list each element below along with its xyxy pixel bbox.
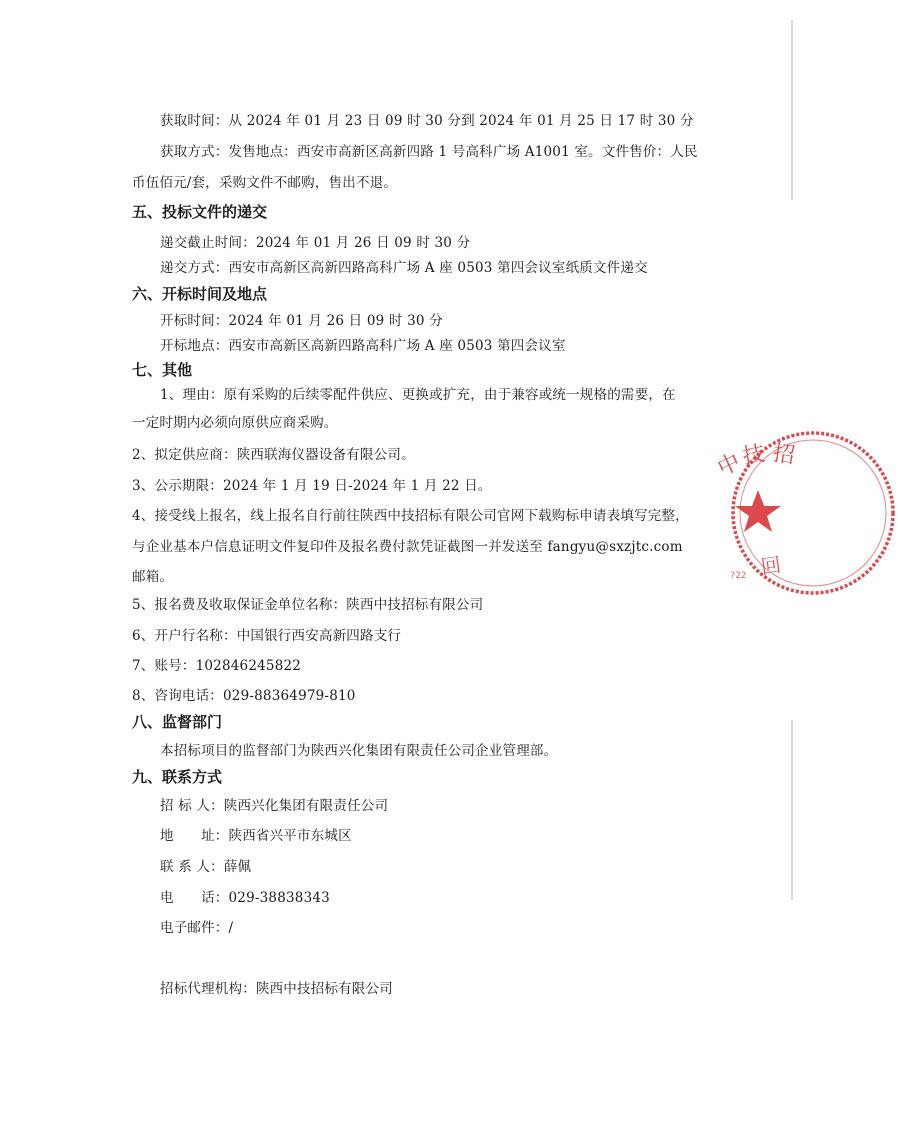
supervision-text: 本招标项目的监督部门为陕西兴化集团有限责任公司企业管理部。	[160, 743, 558, 759]
acquire-method-text-cont: 币伍佰元/套，采购文件不邮购，售出不退。	[132, 175, 398, 191]
seal-char: 招	[771, 441, 797, 470]
contact-phone: 电 话：029-38838343	[160, 890, 330, 906]
section-8-title: 八、监督部门	[132, 713, 223, 731]
submission-deadline-text: 递交截止时间：2024 年 01 月 26 日 09 时 30 分	[160, 235, 471, 251]
contact-person: 联 系 人：薛佩	[160, 859, 252, 875]
contact-email: 电子邮件：/	[160, 920, 234, 936]
opening-place-text: 开标地点：西安市高新区高新四路高科广场 A 座 0503 第四会议室	[160, 338, 566, 354]
other-item-1-text-cont: 一定时期内必须向原供应商采购。	[132, 415, 338, 431]
section-7-title: 七、其他	[132, 361, 193, 379]
seal-char: 中	[713, 449, 745, 482]
seal-char: 技	[740, 441, 767, 470]
other-item-4-text: 4、接受线上报名，线上报名自行前往陕西中技招标有限公司官网下载购标申请表填写完整，	[132, 508, 689, 524]
other-item-6-text: 6、开户行名称：中国银行西安高新四路支行	[132, 628, 402, 644]
other-item-8-text: 8、咨询电话：029-88364979-810	[132, 688, 356, 704]
section-5-title: 五、投标文件的递交	[132, 203, 268, 221]
acquire-method-text: 获取方式：发售地点：西安市高新区高新四路 1 号高科广场 A1001 室。文件售价：人民	[160, 144, 698, 160]
section-9-title: 九、联系方式	[132, 768, 223, 786]
other-item-1-text: 1、理由：原有采购的后续零配件供应、更换或扩充，由于兼容或统一规格的需要，在	[160, 387, 676, 403]
scan-edge-mark	[791, 720, 793, 900]
contact-tenderer: 招 标 人：陕西兴化集团有限责任公司	[160, 798, 389, 814]
opening-time-text: 开标时间：2024 年 01 月 26 日 09 时 30 分	[160, 313, 443, 329]
seal-char-bottom: 回	[759, 552, 783, 579]
other-item-4-text-cont: 与企业基本户信息证明文件复印件及报名费付款凭证截图一并发送至 fangyu@sxzjtc.com	[132, 539, 683, 555]
seal-star	[735, 490, 781, 532]
scan-edge-mark	[791, 20, 793, 200]
other-item-5-text: 5、报名费及收取保证金单位名称：陕西中技招标有限公司	[132, 597, 484, 613]
other-item-2-text: 2、拟定供应商：陕西联海仪器设备有限公司。	[132, 447, 415, 463]
submission-method-text: 递交方式：西安市高新区高新四路高科广场 A 座 0503 第四会议室纸质文件递交	[160, 260, 648, 276]
seal-number-fragment: ?22	[730, 571, 747, 581]
official-seal-stamp	[713, 428, 898, 598]
contact-address: 地 址：陕西省兴平市东城区	[160, 828, 352, 844]
other-item-4-text-end: 邮箱。	[132, 569, 174, 585]
other-item-7-text: 7、账号：102846245822	[132, 658, 302, 674]
section-6-title: 六、开标时间及地点	[132, 285, 268, 303]
acquire-time-text: 获取时间：从 2024 年 01 月 23 日 09 时 30 分到 2024 年 01 月 25 日 17 时 30 分	[160, 113, 694, 129]
agency-text: 招标代理机构：陕西中技招标有限公司	[160, 981, 393, 997]
other-item-3-text: 3、公示期限：2024 年 1 月 19 日-2024 年 1 月 22 日。	[132, 478, 492, 494]
